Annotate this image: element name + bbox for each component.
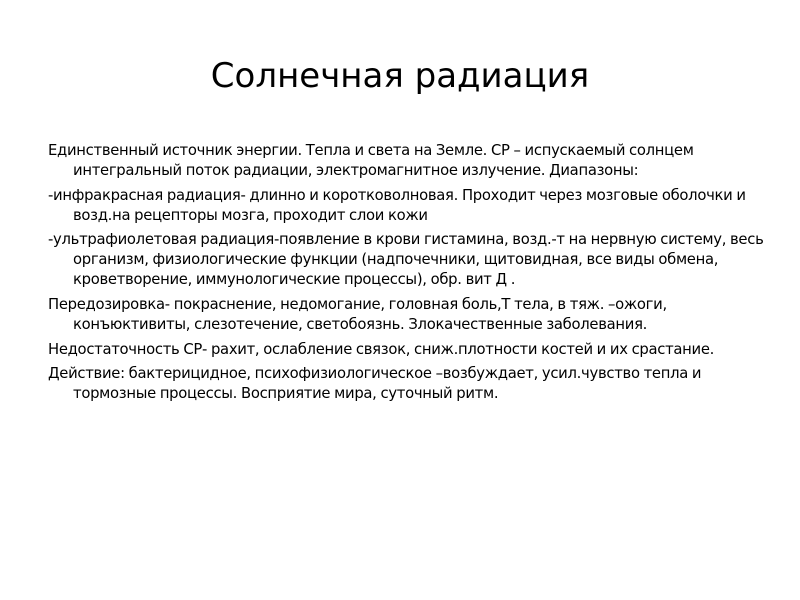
paragraph-deficiency: Недостаточность СР- рахит, ослабление связок, сниж.плотности костей и их срастание. xyxy=(48,340,715,358)
slide-body xyxy=(48,141,768,409)
paragraph-ultraviolet: -ультрафиолетовая радиация-появление в крови гистамина, возд.-т на нервную систему, весь организм, физиологические функции (надпочечники, щитовидная, все виды обмена, кроветворение, иммунологические процессы), обр. вит Д . xyxy=(48,231,764,289)
slide-title: Солнечная радиация xyxy=(210,56,590,96)
paragraph-energy-source: Единственный источник энергии. Тепла и света на Земле. СР – испускаемый солнцем интегральный поток радиации, электромагнитное излучение. Диапазоны: xyxy=(48,142,694,179)
paragraph-infrared: -инфракрасная радиация- длинно и коротковолновая. Проходит через мозговые оболочки и возд.на рецепторы мозга, проходит слои кожи xyxy=(48,186,746,224)
paragraph-overdose: Передозировка- покраснение, недомогание, головная боль,Т тела, в тяж. –ожоги, конъюктивиты, слезотечение, светобоязнь. Злокачественные заболевания. xyxy=(48,296,667,334)
paragraph-action: Действие: бактерицидное, психофизиологическое –возбуждает, усил.чувство тепла и тормозные процессы. Восприятие мира, суточный ритм. xyxy=(48,365,702,403)
